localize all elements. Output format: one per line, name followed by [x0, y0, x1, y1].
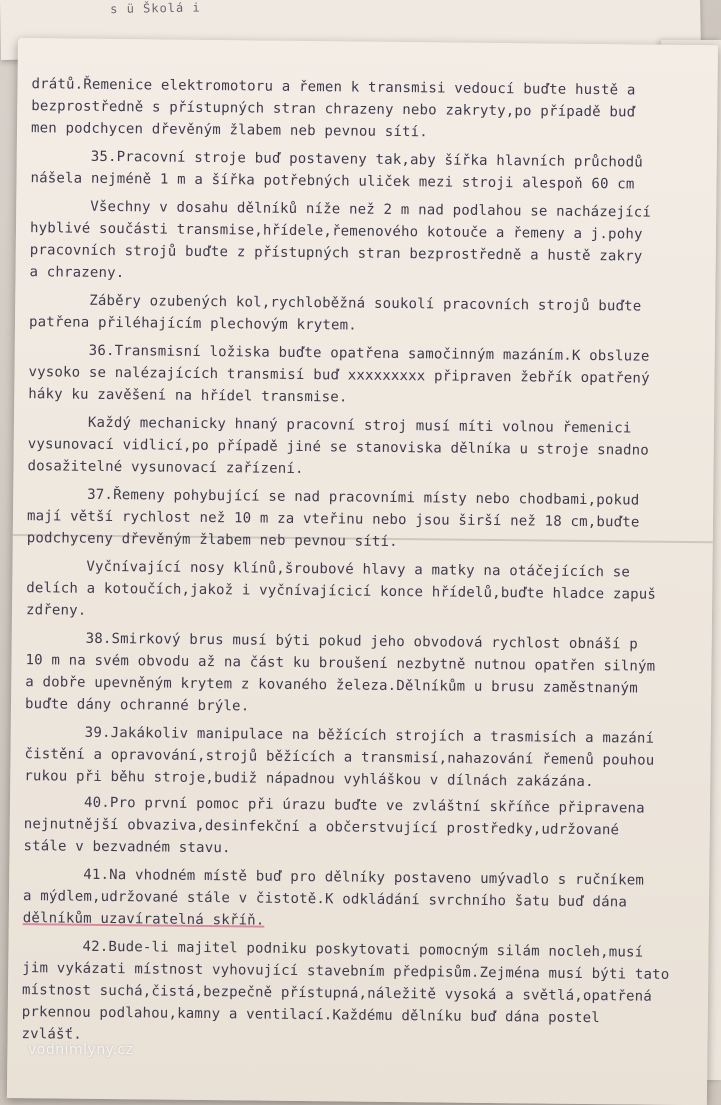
text-line: a chrazeny.: [29, 264, 125, 282]
text-line: rukou při běhu stroje,budiž nápadnou vyhláškou v dílnách zakázána.: [24, 768, 594, 791]
text-line: zdřeny.: [25, 602, 87, 619]
site-watermark: vodnimlyny.cz: [28, 1042, 134, 1058]
text-line: a dobře upevněným krytem z kovaného železa.Dělníkům u brusu zaměstnaným: [25, 674, 638, 697]
text-line: zvlášť.: [21, 1026, 83, 1043]
text-line: dělníkům uzavíratelná skříň.: [22, 910, 265, 929]
text-line: pracovních strojů buďte z přístupných stran bezprostředně a hustě zakry: [29, 242, 643, 265]
text-line: vysoko se nalézajících transmisí buď xxxxxxxxx připraven žebřík opatřený: [28, 364, 650, 387]
text-line: nášela nejméně 1 m a šířka potřebných uliček mezi stroji alespoň 60 cm: [30, 170, 635, 193]
text-line: 40.Pro první pomoc při úrazu buďte ve zvláštní skříňce připravena: [83, 794, 645, 817]
text-line: men podchycen dřevěným žlabem neb pevnou sítí.: [30, 120, 429, 141]
text-line: nejnutnější obvaziva,desinfekční a občerstvující prostředky,udržované: [23, 816, 620, 839]
text-line: patřena přiléhajícím plechovým krytem.: [28, 314, 357, 334]
text-line: místnost suchá,čistá,bezpečně přístupná,náležitě vysoká a světlá,opatřená: [21, 982, 652, 1005]
text-line: stále v bezvadném stavu.: [23, 838, 231, 857]
text-line: 36.Transmisní ložiska buďte opatřena samočinným mazáním.K obsluze: [88, 342, 650, 365]
text-line: buďte dány ochranné brýle.: [24, 696, 250, 715]
text-line: 41.Na vhodném místě buď pro dělníky postaveno umývadlo s ručníkem: [83, 866, 645, 889]
document-page: [7, 38, 718, 1105]
text-line: 38.Smirkový brus musí býti pokud jeho obvodová rychlost obnáší p: [85, 630, 639, 653]
text-line: Vyčnívající nosy klínů,šroubové hlavy a matky na otáčejících se: [86, 558, 631, 581]
text-line: vysunovací vidlicí,po případě jiné se stanoviska dělníka u stroje snadno: [27, 436, 650, 459]
text-line: dosažitelné vysunovací zařízení.: [27, 458, 304, 478]
text-line: delích a kotoučích,jakož i vyčnívajícicí konce hřídelů,buďte hladce zapuš: [26, 580, 657, 603]
text-line: Záběry ozubených kol,rychloběžná soukolí pracovních strojů buďte: [89, 292, 642, 315]
text-line: 39.Jakákoliv manipulace na běžících strojích a trasmisích a mazání: [84, 724, 655, 747]
text-line: a mýdlem,udržované stále v čistotě.K odkládání svrchního šatu buď dána: [22, 888, 628, 911]
text-line: Všechny v dosahu dělníků níže než 2 m nad podlahou se nacházející: [90, 198, 652, 221]
text-line: mají větší rychlost než 10 m za vteřinu nebo jsou širší než 18 cm,buďte: [26, 508, 640, 531]
text-line: 37.Řemeny pohybující se nad pracovními místy nebo chodbami,pokud: [87, 486, 640, 509]
background-text-fragment: s ü Školá i: [110, 0, 201, 17]
text-line: podchyceny dřevěným žlabem neb pevnou sítí.: [26, 530, 398, 551]
text-line: prkennou podlahou,kamny a ventilací.Každému dělníku buď dána postel: [21, 1004, 600, 1027]
text-line: čistění a opravování,strojů běžících a transmisí,nahazování řemenů pouhou: [24, 746, 655, 769]
text-line: drátů.Řemenice elektromotoru a řemen k transmisi vedoucí buďte hustě a: [31, 76, 636, 99]
text-line: bezprostředně s přístupných stran chrazeny nebo zakryty,po případě buď: [31, 98, 636, 121]
text-line: Každý mechanicky hnaný pracovní stroj musí míti volnou řemenici: [87, 414, 632, 437]
text-line: 10 m na svém obvodu až na část ku broušení nezbytně nutnou opatřen silným: [25, 652, 656, 675]
text-line: 35.Pracovní stroje buď postaveny tak,aby šířka hlavních průchodů: [90, 148, 644, 171]
text-line: jim vykázati místnost vyhovující stavebním předpisům.Zejména musí býti tato: [22, 960, 670, 983]
text-line: 42.Bude-li majitel podniku poskytovati pomocným silám nocleh,musí: [82, 938, 644, 961]
text-line: hyblivé součásti transmise,hřídele,řemenového kotouče a řemeny a j.pohy: [29, 220, 643, 243]
text-line: háky ku zavěšení na hřídel transmise.: [28, 386, 348, 406]
